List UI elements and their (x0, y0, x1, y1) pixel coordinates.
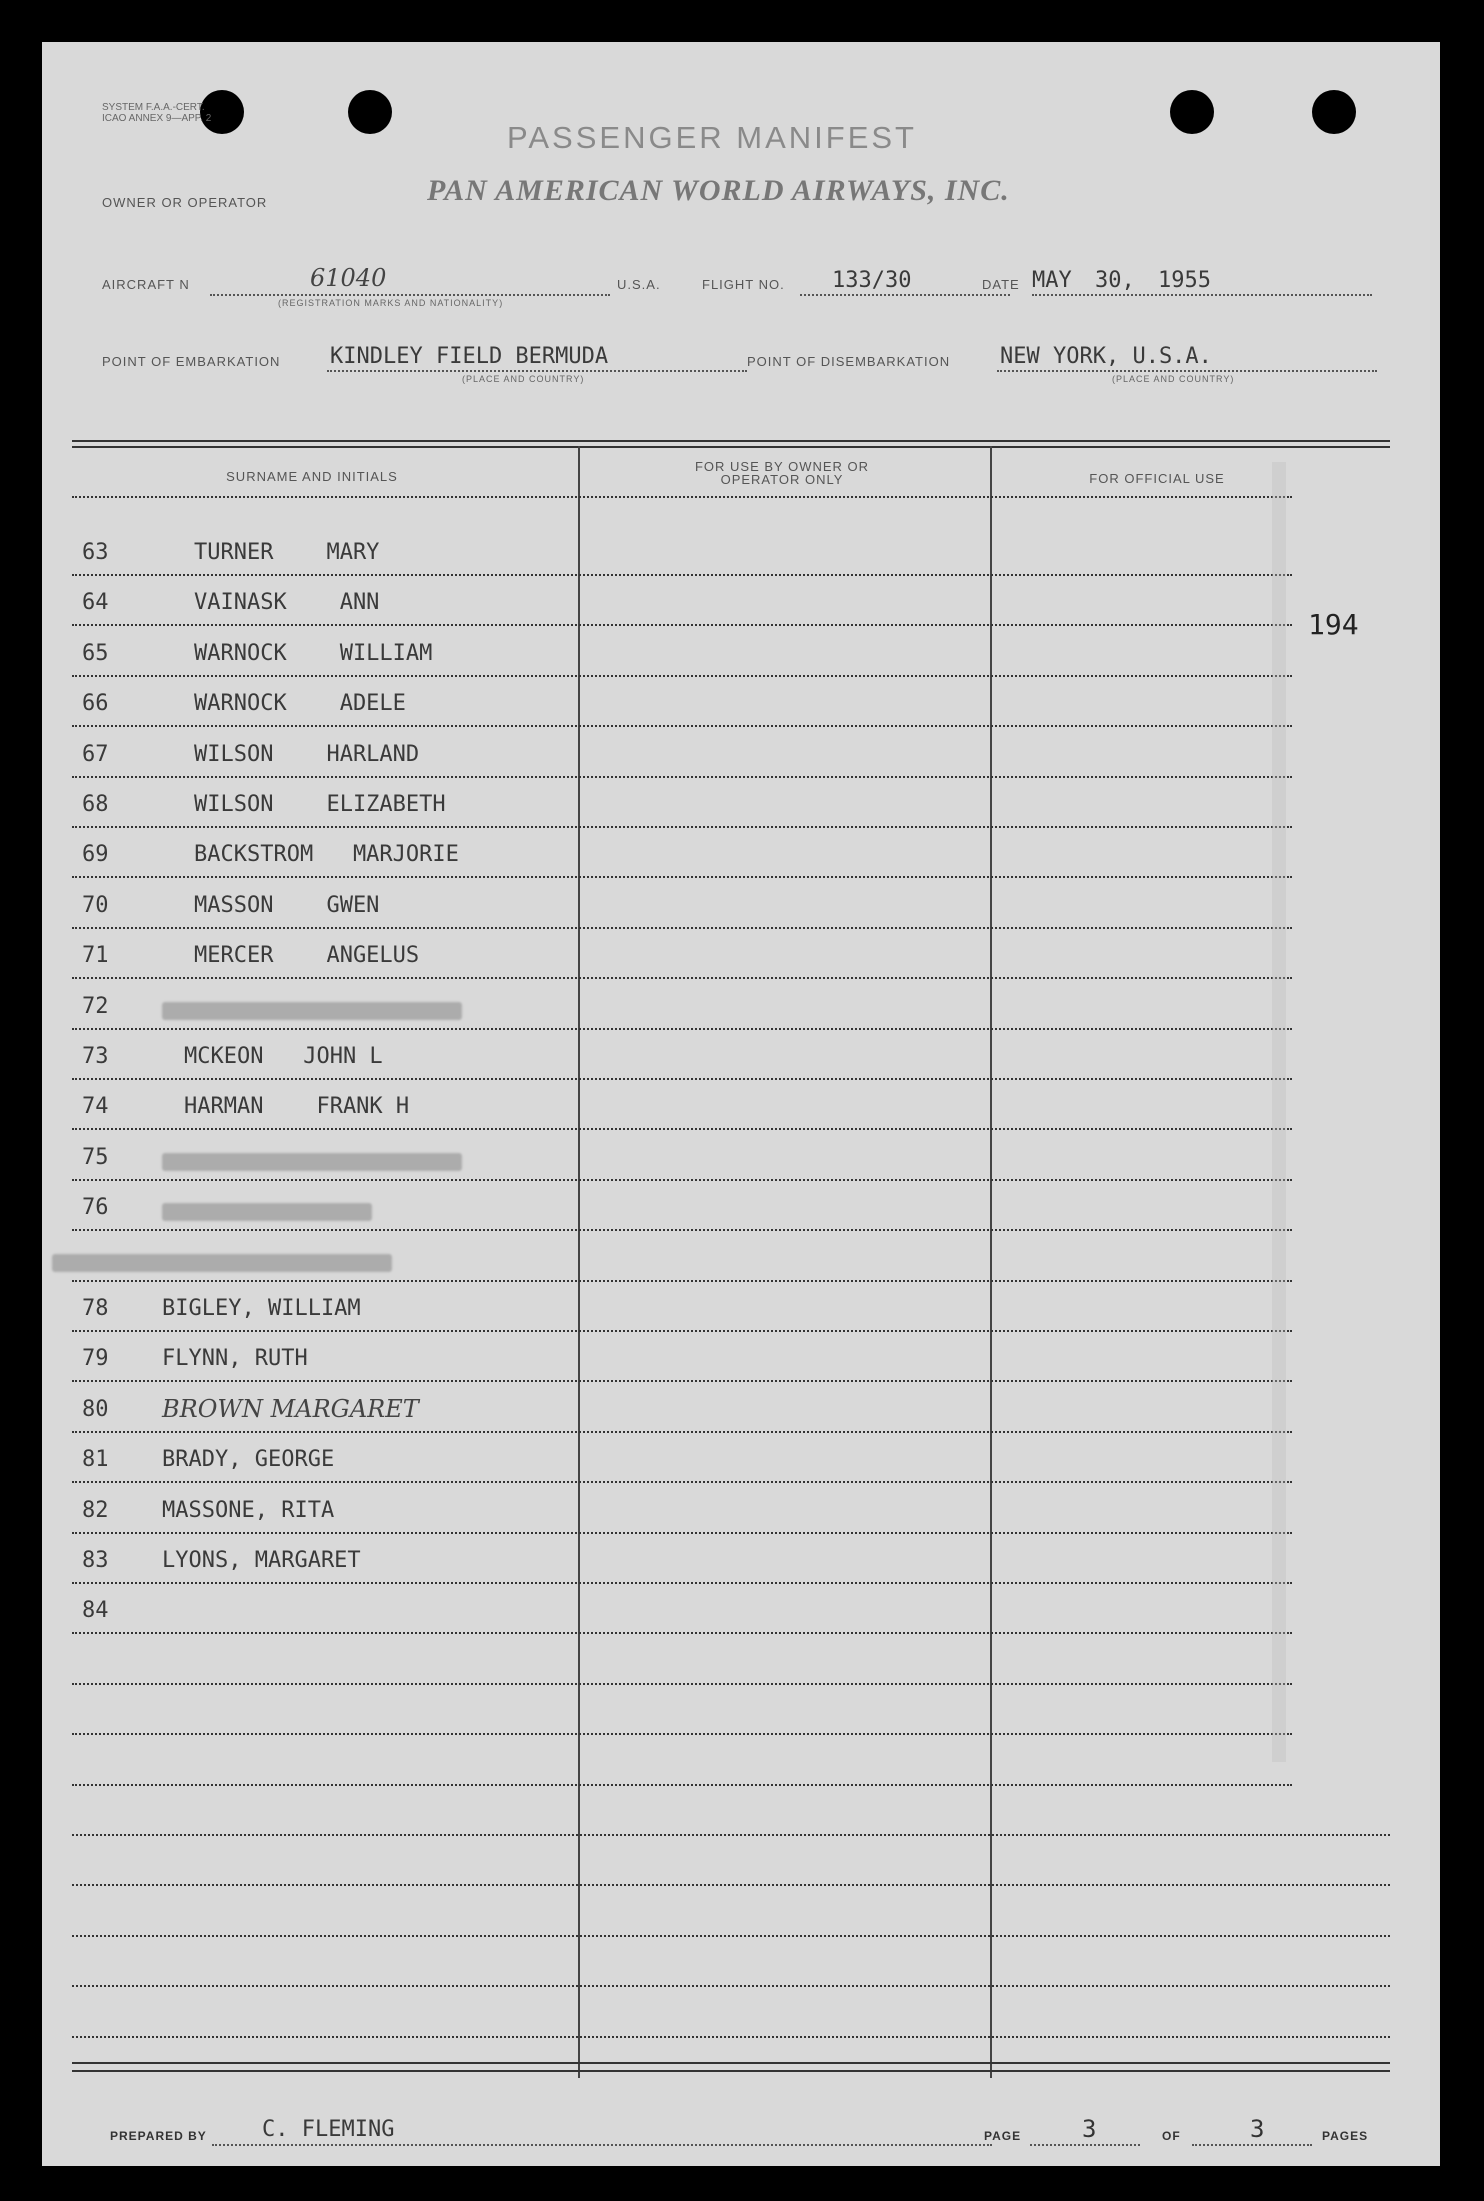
form-reference-line: ICAO ANNEX 9—APP. 2 (102, 113, 212, 124)
disembarkation-sublabel: (PLACE AND COUNTRY) (1112, 374, 1235, 384)
row-number: 67 (82, 741, 109, 767)
row-number: 69 (82, 842, 109, 868)
header-rule (72, 496, 1292, 498)
flight-label: FLIGHT NO. (702, 277, 785, 292)
aircraft-country: U.S.A. (617, 277, 661, 292)
prepared-by-underline (212, 2144, 992, 2146)
row-rule (72, 776, 1292, 778)
punch-hole (1312, 90, 1356, 134)
embarkation-label: POINT OF EMBARKATION (102, 354, 281, 369)
redacted-name (52, 1254, 392, 1272)
aircraft-sublabel: (REGISTRATION MARKS AND NATIONALITY) (278, 298, 504, 308)
row-number: 84 (82, 1598, 109, 1624)
table-top-rule (72, 440, 1390, 442)
prepared-by-value: C. FLEMING (262, 2117, 395, 2142)
manifest-sheet (42, 42, 1440, 2166)
of-label: OF (1162, 2129, 1181, 2143)
redacted-name (162, 1153, 462, 1171)
prepared-by-label: PREPARED BY (110, 2129, 207, 2143)
passenger-name: MCKEON JOHN L (184, 1044, 383, 1069)
row-rule (72, 1834, 1390, 1836)
passenger-name: MASSON GWEN (194, 892, 380, 918)
punch-hole (1170, 90, 1214, 134)
table-bottom-rule (72, 2062, 1390, 2064)
row-number: 79 (82, 1346, 109, 1372)
row-rule (72, 1431, 1292, 1433)
row-rule (72, 1229, 1292, 1231)
punch-hole (348, 90, 392, 134)
row-rule (72, 1078, 1292, 1080)
page-underline (1030, 2144, 1140, 2146)
row-rule (72, 977, 1292, 979)
passenger-name: FLYNN, RUTH (162, 1346, 308, 1372)
row-number: 81 (82, 1447, 109, 1473)
row-rule (72, 2036, 1390, 2038)
passenger-name: HARMAN FRANK H (184, 1094, 410, 1120)
row-rule (72, 1884, 1390, 1886)
column-header-names: SURNAME AND INITIALS (226, 469, 398, 484)
row-number: 65 (82, 640, 109, 666)
passenger-name: WILSON ELIZABETH (194, 792, 446, 817)
row-rule (72, 1028, 1292, 1030)
table-top-rule (72, 446, 1390, 448)
row-rule (72, 574, 1292, 576)
row-number: 82 (82, 1497, 109, 1523)
row-rule (72, 927, 1292, 929)
row-rule (72, 1280, 1292, 1282)
passenger-name: BRADY, GEORGE (162, 1447, 335, 1473)
row-rule (72, 1532, 1292, 1534)
row-rule (72, 1330, 1292, 1332)
page-number: 3 (1082, 2115, 1097, 2143)
embarkation-sublabel: (PLACE AND COUNTRY) (462, 374, 585, 384)
passenger-name: BROWN MARGARET (162, 1394, 419, 1423)
owner-label: OWNER OR OPERATOR (102, 195, 268, 210)
form-reference-line: SYSTEM F.A.A.-CERT. (102, 102, 205, 113)
passenger-name: VAINASK ANN (194, 590, 380, 616)
row-rule (72, 1481, 1292, 1483)
page-label: PAGE (984, 2129, 1022, 2143)
side-number: 194 (1308, 608, 1359, 641)
row-number: 68 (82, 792, 109, 817)
embarkation-underline (327, 370, 747, 372)
row-number: 74 (82, 1094, 109, 1120)
total-underline (1192, 2144, 1312, 2146)
disembarkation-underline (997, 370, 1377, 372)
row-number: 75 (82, 1144, 109, 1170)
row-rule (72, 624, 1292, 626)
row-rule (72, 1784, 1292, 1786)
passenger-name: WILSON HARLAND (194, 741, 420, 767)
row-rule (72, 1733, 1292, 1735)
flight-underline (800, 294, 1010, 296)
redacted-name (162, 1203, 372, 1221)
page-total: 3 (1250, 2115, 1265, 2143)
disembarkation-value: NEW YORK, U.S.A. (1000, 344, 1212, 369)
form-reference (102, 102, 211, 124)
row-rule (72, 1380, 1292, 1382)
row-rule (72, 725, 1292, 727)
row-rule (72, 1683, 1292, 1685)
row-number: 71 (82, 943, 109, 969)
operator-name: PAN AMERICAN WORLD AIRWAYS, INC. (427, 174, 1010, 207)
aircraft-label: AIRCRAFT N (102, 277, 190, 292)
passenger-name: MASSONE, RITA (162, 1497, 335, 1523)
row-rule (72, 1935, 1390, 1937)
passenger-name: WARNOCK ADELE (194, 691, 406, 717)
passenger-name: LYONS, MARGARET (162, 1548, 361, 1573)
row-number: 64 (82, 590, 109, 616)
embarkation-value: KINDLEY FIELD BERMUDA (330, 344, 609, 369)
row-number: 70 (82, 892, 109, 918)
passenger-name: MERCER ANGELUS (194, 943, 420, 969)
column-header-official: FOR OFFICIAL USE (1089, 471, 1225, 486)
row-rule (72, 675, 1292, 677)
table-bottom-rule (72, 2070, 1390, 2072)
redacted-name (162, 1002, 462, 1020)
row-rule (72, 1582, 1292, 1584)
row-rule (72, 1179, 1292, 1181)
row-number: 78 (82, 1296, 109, 1321)
row-rule (72, 1632, 1292, 1634)
flight-value: 133/30 (832, 268, 912, 293)
row-number: 66 (82, 691, 109, 717)
row-rule (72, 826, 1292, 828)
passenger-name: BIGLEY, WILLIAM (162, 1296, 361, 1321)
row-number: 63 (82, 540, 109, 565)
paper-crease (1272, 462, 1286, 1762)
row-number: 83 (82, 1548, 109, 1573)
row-rule (72, 876, 1292, 878)
row-number: 72 (82, 993, 109, 1019)
passenger-name: WARNOCK WILLIAM (194, 640, 433, 666)
row-number: 76 (82, 1195, 109, 1221)
row-rule (72, 1128, 1292, 1130)
passenger-name: TURNER MARY (194, 540, 380, 565)
pages-label: PAGES (1322, 2129, 1369, 2143)
date-label: DATE (982, 277, 1020, 292)
disembarkation-label: POINT OF DISEMBARKATION (747, 354, 951, 369)
row-rule (72, 1985, 1390, 1987)
aircraft-underline (210, 294, 610, 296)
passenger-name: BACKSTROM MARJORIE (194, 842, 459, 868)
date-value: MAY 30, 1955 (1032, 268, 1211, 293)
row-number: 73 (82, 1044, 109, 1069)
column-header-owner: FOR USE BY OWNER OR OPERATOR ONLY (694, 459, 870, 487)
aircraft-value: 61040 (310, 264, 387, 292)
date-underline (1032, 294, 1372, 296)
page-title: PASSENGER MANIFEST (507, 120, 917, 155)
row-number: 80 (82, 1396, 109, 1422)
